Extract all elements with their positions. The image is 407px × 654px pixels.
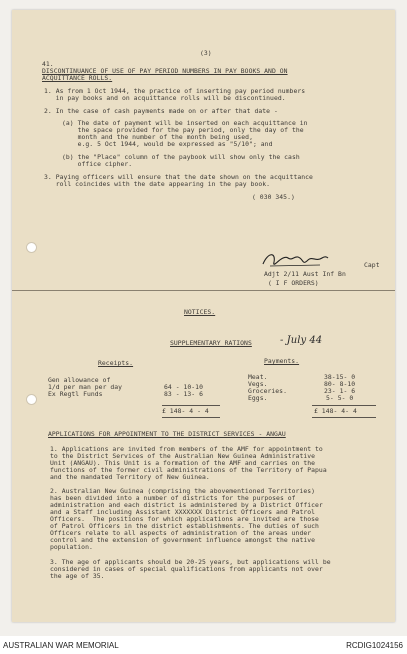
payments-heading: Payments. [264,357,300,365]
payments-total: £ 148- 4- 4 [314,407,357,415]
application-3-line: the age of 35. [50,572,105,580]
paragraph-1-line: in pay books and on acquittance rolls will be discontinued. [44,94,286,102]
payment-item-amount: 23- 1- 6 [324,387,356,395]
application-2-line: administration and each district is administered by a District Officer [50,501,323,509]
document-page [12,10,395,622]
paragraph-2a-line: month and the number of the month being used, [62,133,253,141]
paragraph-3-line: roll coincides with the date appearing in the pay book. [44,180,271,188]
application-1-line: Unit (ANGAU). This Unit is a formation of the AMF and carries on the [50,459,316,467]
application-2-line: of Patrol Officers in the district establishments. The duties of such [50,522,319,530]
paragraph-3-line: 3. Paying officers will ensure that the date shown on the acquittance [44,173,313,181]
receipts-amount: 64 - 10-10 [164,383,203,391]
item-number: 41. [42,60,54,68]
applications-heading: APPLICATIONS FOR APPOINTMENT TO THE DISTRICT SERVICES - ANGAU [48,430,286,438]
payment-item-amount: 38-15- 0 [324,373,356,381]
application-1-line: functions of the former civil administrations of the Territory of Papua [50,466,327,474]
paragraph-1-line: 1. As from 1 Oct 1944, the practice of inserting pay period numbers [44,87,306,95]
receipts-amount: 83 - 13- 6 [164,390,203,398]
application-2-line: and a Staff including Assistant XXXXXXX District Officers and Patrol [50,508,316,516]
section-heading-cont: ACQUITTANCE ROLLS. [42,74,113,82]
receipts-total: £ 148- 4 - 4 [162,407,209,415]
handwritten-signature [260,248,330,272]
archive-footer [0,636,407,654]
receipts-heading: Receipts. [98,359,134,367]
rations-title: SUPPLEMENTARY RATIONS [170,339,252,347]
paragraph-2a-line: (a) The date of payment will be inserted on each acquittance in [62,119,308,127]
paragraph-2b-line: office cipher. [62,160,133,168]
payments-total-rule [312,405,376,406]
signature-unit: Adjt 2/11 Aust Inf Bn [264,270,346,278]
application-1-line: 1. Applications are invited from members of the AMF for appointment to [50,445,323,453]
paragraph-2a-line: the space provided for the pay period, only the day of the [62,126,304,134]
reference-number: ( 030 345.) [252,193,295,201]
application-2-line: has been divided into a number of districts for the purposes of [50,494,296,502]
divider [12,290,395,291]
application-2-line: Officers. The positions for which applications are invited are those [50,515,319,523]
paragraph-2a-line: e.g. 5 Oct 1944, would be expressed as "5/10"; and [62,140,273,148]
footer-institution: AUSTRALIAN WAR MEMORIAL [3,641,119,650]
receipts-line: Gen allowance of [48,376,111,384]
application-1-line: to the District Services of the Australian New Guinea Administrative [50,452,316,460]
application-2-line: Officers relate to all aspects of administration of the areas under [50,529,312,537]
payment-item-amount: 5- 5- 0 [326,394,354,402]
payment-item-label: Vegs. [248,380,268,388]
punch-hole [26,394,37,405]
application-2-line: 2. Australian New Guinea (comprising the abovementioned Territories) [50,487,316,495]
receipts-line: 1/d per man per day [48,383,123,391]
application-3-line: 3. The age of applicants should be 20-25 years, but applications will be [50,558,331,566]
paragraph-2b-line: (b) the "Place" column of the paybook will show only the cash [62,153,300,161]
page-number: (3) [200,49,212,57]
paragraph-2-line: 2. In the case of cash payments made on or after that date - [44,107,278,115]
signature-org: ( I F ORDERS) [268,279,319,287]
footer-record-id: RCDIG1024156 [346,641,403,650]
section-heading: DISCONTINUANCE OF USE OF PAY PERIOD NUMBERS IN PAY BOOKS AND ON [42,67,288,75]
receipts-total-rule [162,405,220,406]
application-2-line: control and the extension of government influence amongst the native [50,536,316,544]
signature-rank: Capt [364,261,380,269]
payment-item-label: Meat. [248,373,268,381]
rations-handwritten-month: - July 44 [280,335,323,346]
payment-item-amount: 80- 8-10 [324,380,356,388]
payment-item-label: Eggs. [248,394,268,402]
application-1-line: and the mandated Territory of New Guinea. [50,473,210,481]
payments-total-double-rule [312,417,376,418]
application-2-line: population. [50,543,93,551]
payment-item-label: Groceries. [248,387,287,395]
application-3-line: considered in cases of special qualifications from applicants not over [50,565,323,573]
punch-hole [26,242,37,253]
receipts-line: Ex Regtl Funds [48,390,103,398]
notices-title: NOTICES. [184,308,216,316]
receipts-total-double-rule [162,417,220,418]
